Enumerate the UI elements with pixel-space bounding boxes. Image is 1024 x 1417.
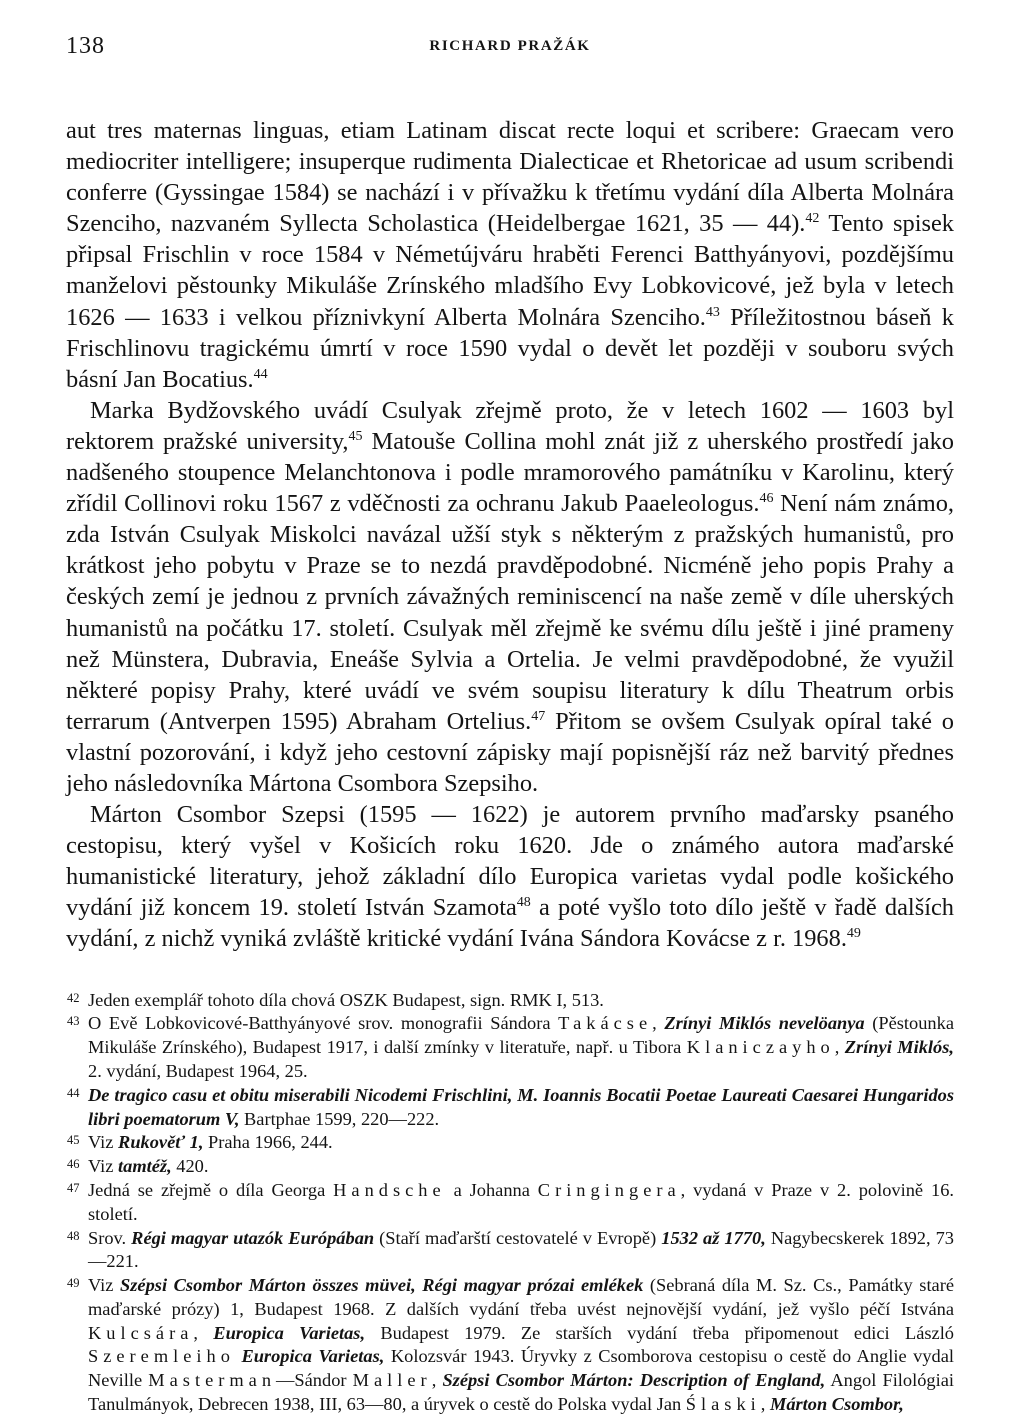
- footnote-number: 47: [67, 1180, 80, 1195]
- footnote-number: 42: [67, 990, 80, 1005]
- footnote-author: Masterman: [148, 1370, 277, 1391]
- footnote-number: 49: [67, 1276, 80, 1291]
- paragraph-text: Marka Bydžovského uvádí Csulyak zřejmě proto, že v letech 1602 — 1603 byl rektorem pražské university,: [66, 396, 954, 455]
- footnote: [66, 1227, 954, 1275]
- footnote-author: Takácse: [558, 1013, 653, 1034]
- footnote-text: Bartphae 1599, 220—222.: [239, 1108, 440, 1129]
- footnote-text: Praha 1966, 244.: [203, 1132, 333, 1153]
- running-head: RICHARD PRAŽÁK: [429, 38, 591, 54]
- footnote-text: Nagybecskerek 1892, 73—221.: [88, 1227, 954, 1272]
- paragraph-text: Není nám známo, zda István Csulyak Miskolci navázal užší styk s některým z pražských humanistů, pro krátkost jeho pobytu v Praze se to nezdá pravděpodobné. Nicméně jeho popis Prahy a českých zemí je jednou z prvních závažných reminiscencí na naše země v díle uherských humanistů na počátku 17. století. Csulyak měl zřejmě ke svému dílu ještě i jiné prameny než Münstera, Dubravia, Eneáše Sylvia a Ortelia. Je velmi pravděpodobné, že využil některé popisy Prahy, které uvádí ve svém soupisu literatury k dílu Theatrum orbis terrarum (Antverpen 1595) Abraham Ortelius.: [66, 490, 955, 735]
- footnote-text: Srov.: [88, 1227, 132, 1248]
- footnote-text: ,: [760, 1394, 770, 1415]
- footnote-text: ,: [652, 1013, 665, 1034]
- paragraph-text: Příležitostnou báseň k Frischlinovu tragickému úmrtí v roce 1590 vydal o devět let později v souboru svých básní Jan Bocatius.: [66, 303, 954, 393]
- footnote-reference: 45: [348, 428, 363, 444]
- footnote-text: Angol Filológiai Tanulmányok, Debrecen 1938, III, 63—80, a úryvek o cestě do Polska vydal Jan: [88, 1370, 954, 1415]
- footnote-author: Cringingera: [537, 1179, 681, 1200]
- footnote-title: Szépsi Csombor Márton: Description of England,: [442, 1370, 826, 1391]
- footnote-author: Maller: [352, 1370, 432, 1391]
- footnote-reference: 49: [846, 926, 861, 942]
- footnote: [66, 1012, 954, 1083]
- footnote-title: De tragico casu et obitu miserabili Nicodemi Frischlini, M. Ioannis Bocatii Poetae Laureati Caesarei Hungaridos libri poematorum V,: [88, 1084, 954, 1129]
- footnote-author: Klaniczayho: [686, 1037, 835, 1058]
- footnote-reference: 47: [531, 708, 546, 724]
- footnote-number: 43: [67, 1014, 80, 1029]
- footnote-text: ,: [834, 1037, 845, 1058]
- footnote-text: Budapest 1979. Ze starších vydání třeba připomenout edici László: [365, 1322, 954, 1343]
- footnote-text: —Sándor: [276, 1370, 353, 1391]
- footnote-number: 46: [67, 1157, 80, 1172]
- footnote-title: tamtéž,: [118, 1156, 172, 1177]
- footnote-number: 44: [67, 1085, 80, 1100]
- footnote-author: Handsche: [333, 1179, 446, 1200]
- footnote-reference: 42: [805, 211, 820, 227]
- footnote-text: (Staří maďarští cestovatelé v Evropě): [374, 1227, 662, 1248]
- footnote: [66, 989, 954, 1013]
- footnote-title: Europica Varietas,: [213, 1322, 366, 1343]
- footnote-reference: 44: [253, 366, 268, 382]
- footnote-title: Szépsi Csombor Márton összes müvei, Régi magyar prózai emlékek: [120, 1275, 644, 1296]
- footnote-text: Viz: [88, 1156, 119, 1177]
- footnote-text: O Evě Lobkovicové-Batthyányové srov. monografii Sándora: [88, 1013, 559, 1034]
- footnote-author: Kulcsára: [88, 1322, 194, 1343]
- paragraph-text: Márton Csombor Szepsi (1595 — 1622) je autorem prvního maďarsky psaného cestopisu, který vyšel v Košicích roku 1620. Jde o známého autora maďarské humanistické literatury, jehož základní dílo Europica varietas vydal podle košického vydání již koncem 19. století István Szamota: [66, 801, 954, 922]
- paragraph-text: Tento spisek připsal Frischlin v roce 1584 v Németújváru hraběti Ferenci Batthyányovi, pozdějšímu manželovi pěstounky Mikuláše Zrínského mladšího Evy Lobkovicové, jež byla v letech 1626 — 1633 i velkou příznivkyní Alberta Molnára Szenciho.: [66, 210, 955, 331]
- footnote: [66, 1131, 954, 1155]
- footnote-text: (Sebraná díla M. Sz. Cs., Památky staré maďarské prózy) 1, Budapest 1968. Z dalších vydání třeba uvést nejnovější vydání, jež vyšlo péčí Istvána: [88, 1275, 955, 1319]
- footnote: [66, 1084, 954, 1132]
- footnotes: [66, 989, 954, 1417]
- body-paragraph: [66, 799, 954, 954]
- footnote-text: , vydaná v Praze v 2. polovině 16. století.: [88, 1179, 954, 1224]
- paragraph-text: Přitom se ovšem Csulyak opíral také o vlastní pozorování, i když jeho cestovní zápisky mají popisnější ráz než barvitý přednes jeho následovníka Mártona Csombora Szepsiho.: [66, 707, 955, 797]
- footnote-text: Viz: [88, 1275, 121, 1296]
- footnote-reference: 43: [705, 304, 720, 320]
- footnote-reference: 48: [516, 895, 531, 911]
- paragraph-text: Matouše Collina mohl znát již z uherského prostředí jako nadšeného stoupence Melanchtonova i podle mramorového památníku v Karolinu, který zřídil Collinovi roku 1567 z vděčnosti za ochranu Jakub Paaeleologus.: [66, 427, 954, 518]
- footnote-number: 45: [67, 1133, 80, 1148]
- footnote-title: 1532 až 1770,: [661, 1227, 766, 1248]
- footnote-title: Rukověť 1,: [118, 1132, 204, 1153]
- body-paragraph: [66, 115, 954, 395]
- page-number: 138: [66, 33, 105, 59]
- footnote-text: a Johanna: [445, 1179, 538, 1200]
- footnote-text: 2. vydání, Budapest 1964, 25.: [88, 1060, 308, 1081]
- paragraph-text: aut tres maternas linguas, etiam Latinam discat recte loqui et scribere: Graecam vero mediocriter intelligere; insuperque rudimenta Dialecticae et Rhetoricae ad usum scribendi conferre (Gyssingae 1584) se nachází i v přívažku k třetímu vydání díla Alberta Molnára Szenciho, nazvaném Syllecta Scholastica (Heidelbergae 1621, 35 — 44).: [66, 117, 954, 238]
- footnote-text: Jedná se zřejmě o díla Georga: [88, 1179, 334, 1200]
- footnote-title: Régi magyar utazók Európában: [131, 1227, 375, 1248]
- footnote: [66, 1274, 954, 1417]
- footnote-author: Szeremleiho: [88, 1346, 235, 1367]
- footnote: [66, 1179, 954, 1227]
- footnote-reference: 46: [759, 491, 774, 507]
- footnote-text: 420.: [171, 1156, 209, 1177]
- footnote-title: Zrínyi Miklós nevelöanya: [664, 1013, 865, 1034]
- footnote-text: Viz: [88, 1132, 119, 1153]
- footnote-number: 48: [67, 1228, 80, 1243]
- footnote-text: ,: [431, 1370, 443, 1391]
- footnote-title: Zrínyi Miklós,: [844, 1037, 954, 1058]
- book-page: [66, 30, 954, 1417]
- paragraph-text: a poté vyšlo toto dílo ještě v řadě dalších vydání, z nichž vyniká zvláště kritické vydání Ivána Sándora Kovácse z r. 1968.: [66, 894, 954, 953]
- footnote-text: (Pěstounka Mikuláše Zrínského), Budapest 1917, i další zmínky v literatuře, např. u Tibora: [88, 1013, 954, 1058]
- footnote-title: Europica Varietas,: [241, 1346, 385, 1367]
- footnote-text: Jeden exemplář tohoto díla chová OSZK Budapest, sign. RMK I, 513.: [88, 989, 604, 1010]
- body-paragraph: [66, 395, 954, 799]
- footnote-text: ,: [193, 1322, 214, 1343]
- footnote: [66, 1155, 954, 1179]
- footnote-text: Kolozsvár 1943. Úryvky z Csomborova cestopisu o cestě do Anglie vydal Neville: [88, 1346, 954, 1391]
- footnote-title: Márton Csombor,: [769, 1394, 904, 1415]
- page-header: [66, 30, 954, 64]
- footnote-author: Ślaski: [685, 1394, 761, 1415]
- body-text: [66, 115, 954, 955]
